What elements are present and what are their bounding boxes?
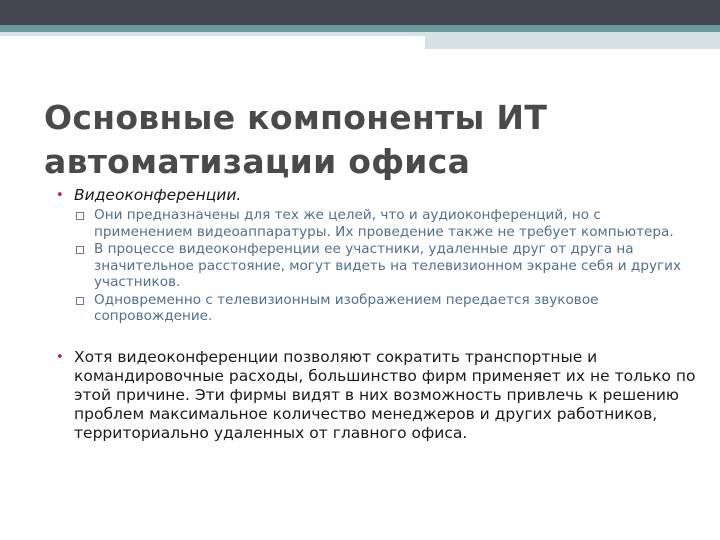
bullet-marker: • [56, 349, 64, 365]
top-decor-bar-light-tab [425, 32, 720, 49]
top-decor-bar-accent [0, 25, 720, 32]
bullet-marker: • [56, 188, 64, 203]
sub-bullet-text: Они предназначены для тех же целей, что и аудиоконференций, но с применением видеоаппаратуры. Их проведение также не требует компьютера. [94, 207, 674, 240]
bullet-text: Хотя видеоконференции позволяют сократить транспортные и командировочные расходы, большинство фирм применяет их не только по этой причине. Эти фирмы видят в них возможность привлечь к решению проблем максимальное количество менеджеров и других работников, территориально удаленных от главного офиса. [74, 347, 696, 442]
sub-bullet-purpose [56, 207, 696, 240]
top-decor-bar-dark [0, 0, 720, 25]
square-bullet-icon [76, 212, 84, 220]
sub-bullet-text: Одновременно с телевизионным изображением передается звуковое сопровождение. [94, 291, 599, 324]
spacer [56, 326, 696, 348]
sub-bullet-sound [56, 292, 696, 325]
top-decor-bar-light [0, 32, 425, 36]
slide-title: Основные компоненты ИТ автоматизации офиса [44, 98, 548, 181]
slide-body [56, 186, 696, 443]
bullet-videoconference [56, 186, 696, 205]
bullet-text: Видеоконференции. [74, 186, 242, 204]
square-bullet-icon [76, 246, 84, 254]
sub-bullet-list [56, 207, 696, 325]
sub-bullet-process [56, 241, 696, 291]
square-bullet-icon [76, 297, 84, 305]
sub-bullet-text: В процессе видеоконференции ее участники, удаленные друг от друга на значительное расстояние, могут видеть на телевизионном экране себя и других участников. [94, 241, 682, 290]
bullet-cost-savings [56, 348, 696, 443]
